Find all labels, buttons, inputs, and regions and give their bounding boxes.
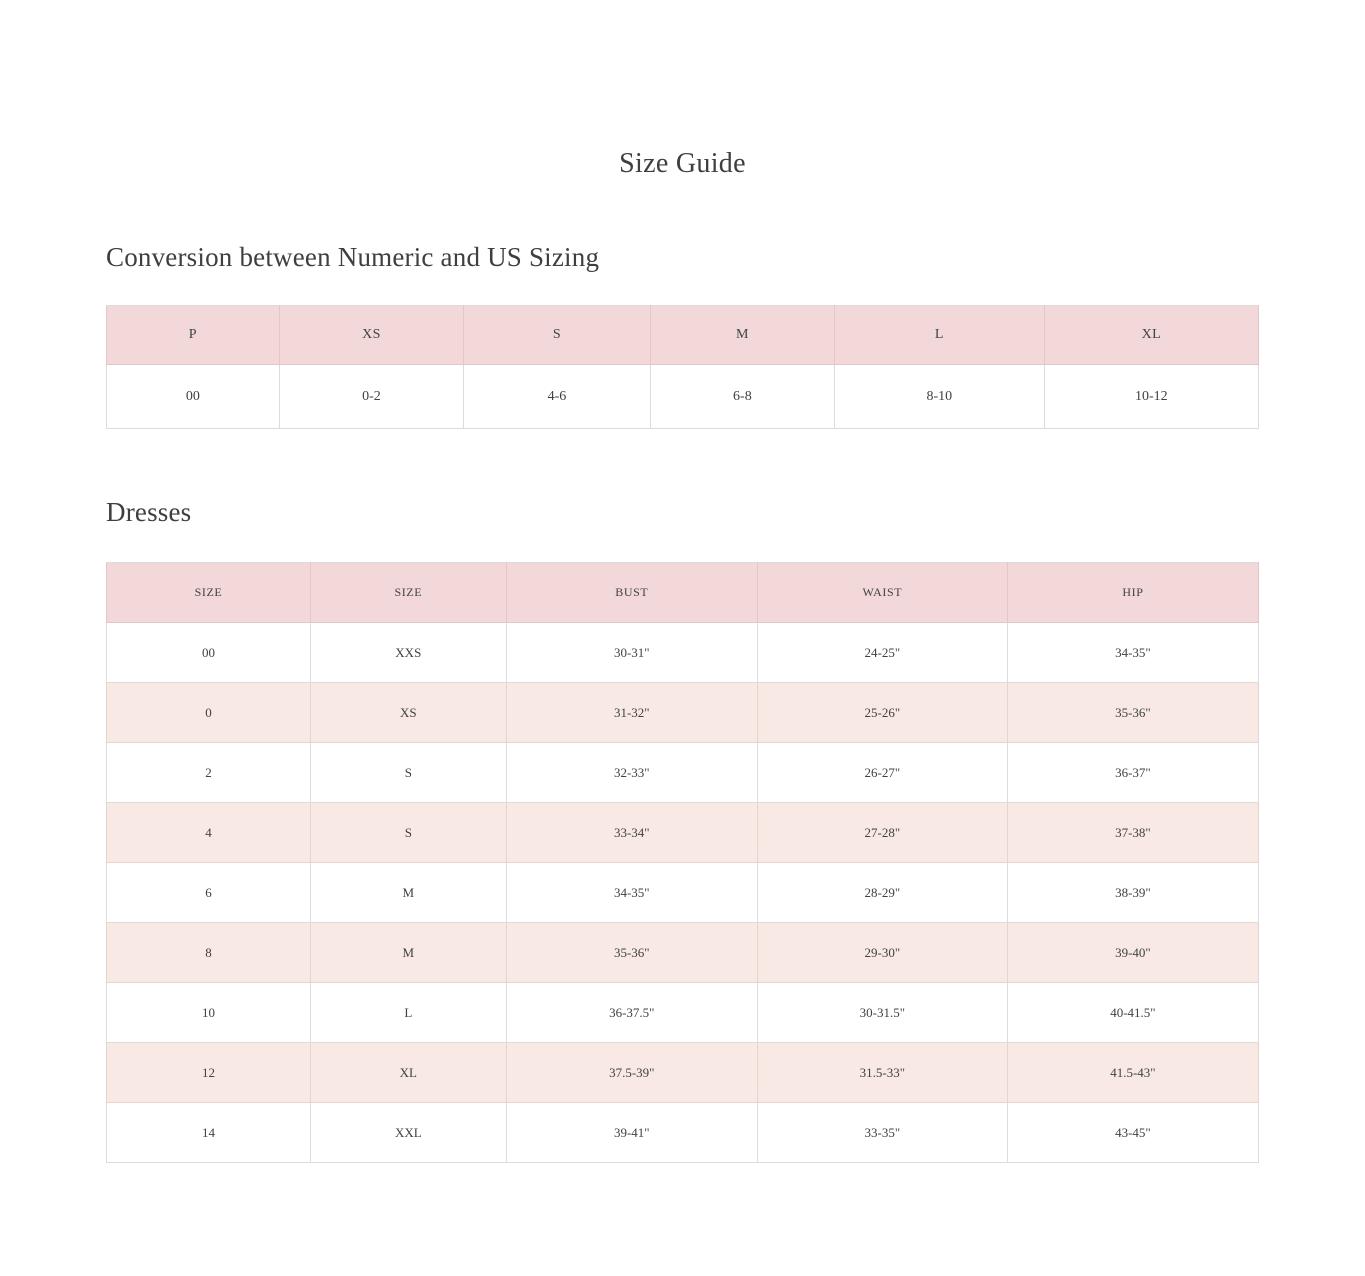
- table-cell: 36-37.5": [506, 983, 757, 1043]
- table-cell: 0: [107, 683, 311, 743]
- table-cell: 41.5-43": [1007, 1043, 1258, 1103]
- dresses-header-cell: SIZE: [310, 563, 506, 623]
- conversion-header-cell: L: [835, 306, 1045, 365]
- conversion-heading: Conversion between Numeric and US Sizing: [106, 242, 600, 272]
- size-guide-page: [106, 0, 1259, 1163]
- conversion-header-cell: S: [464, 306, 651, 365]
- conversion-header-cell: XL: [1044, 306, 1258, 365]
- table-row: [107, 983, 1259, 1043]
- page-title: Size Guide: [619, 148, 746, 179]
- table-cell: 31.5-33": [757, 1043, 1007, 1103]
- table-cell: 4-6: [464, 365, 651, 429]
- table-cell: 39-41": [506, 1103, 757, 1163]
- conversion-section: [106, 244, 1259, 429]
- dresses-header-cell: SIZE: [107, 563, 311, 623]
- table-cell: 10-12: [1044, 365, 1258, 429]
- dresses-header-cell: WAIST: [757, 563, 1007, 623]
- table-cell: 35-36": [1007, 683, 1258, 743]
- table-cell: 8: [107, 923, 311, 983]
- table-cell: 25-26": [757, 683, 1007, 743]
- table-cell: XS: [310, 683, 506, 743]
- table-cell: 36-37": [1007, 743, 1258, 803]
- table-cell: 8-10: [835, 365, 1045, 429]
- table-row: [107, 1103, 1259, 1163]
- table-cell: 00: [107, 365, 280, 429]
- table-cell: 10: [107, 983, 311, 1043]
- table-cell: 31-32": [506, 683, 757, 743]
- table-cell: 39-40": [1007, 923, 1258, 983]
- table-cell: 37.5-39": [506, 1043, 757, 1103]
- table-cell: 37-38": [1007, 803, 1258, 863]
- table-cell: 6: [107, 863, 311, 923]
- table-cell: 33-35": [757, 1103, 1007, 1163]
- table-cell: 26-27": [757, 743, 1007, 803]
- table-cell: 6-8: [650, 365, 834, 429]
- conversion-header-cell: XS: [279, 306, 463, 365]
- table-cell: 43-45": [1007, 1103, 1258, 1163]
- table-cell: 27-28": [757, 803, 1007, 863]
- table-row: [107, 803, 1259, 863]
- dresses-table: [106, 562, 1259, 1163]
- table-cell: 40-41.5": [1007, 983, 1258, 1043]
- dresses-header-row: [107, 563, 1259, 623]
- table-cell: 34-35": [1007, 623, 1258, 683]
- conversion-header-cell: M: [650, 306, 834, 365]
- table-row: [107, 923, 1259, 983]
- dresses-header-cell: HIP: [1007, 563, 1258, 623]
- table-cell: 14: [107, 1103, 311, 1163]
- table-row: [107, 1043, 1259, 1103]
- table-cell: 33-34": [506, 803, 757, 863]
- table-cell: 28-29": [757, 863, 1007, 923]
- table-cell: 0-2: [279, 365, 463, 429]
- table-cell: XXL: [310, 1103, 506, 1163]
- table-cell: 2: [107, 743, 311, 803]
- table-row: [107, 743, 1259, 803]
- conversion-header-cell: P: [107, 306, 280, 365]
- table-cell: 00: [107, 623, 311, 683]
- table-cell: 29-30": [757, 923, 1007, 983]
- table-cell: 34-35": [506, 863, 757, 923]
- dresses-heading: Dresses: [106, 497, 192, 527]
- table-cell: 4: [107, 803, 311, 863]
- table-cell: 12: [107, 1043, 311, 1103]
- dresses-section: [106, 499, 1259, 1163]
- table-row: [107, 683, 1259, 743]
- table-cell: S: [310, 743, 506, 803]
- table-cell: M: [310, 863, 506, 923]
- table-cell: 30-31.5": [757, 983, 1007, 1043]
- table-row: [107, 623, 1259, 683]
- table-cell: 32-33": [506, 743, 757, 803]
- table-cell: 38-39": [1007, 863, 1258, 923]
- table-cell: 24-25": [757, 623, 1007, 683]
- table-cell: XL: [310, 1043, 506, 1103]
- table-cell: 30-31": [506, 623, 757, 683]
- table-cell: 35-36": [506, 923, 757, 983]
- table-cell: M: [310, 923, 506, 983]
- table-row: [107, 863, 1259, 923]
- conversion-data-row: [107, 365, 1259, 429]
- table-cell: S: [310, 803, 506, 863]
- conversion-header-row: [107, 306, 1259, 365]
- dresses-header-cell: BUST: [506, 563, 757, 623]
- conversion-table: [106, 305, 1259, 429]
- table-cell: L: [310, 983, 506, 1043]
- table-cell: XXS: [310, 623, 506, 683]
